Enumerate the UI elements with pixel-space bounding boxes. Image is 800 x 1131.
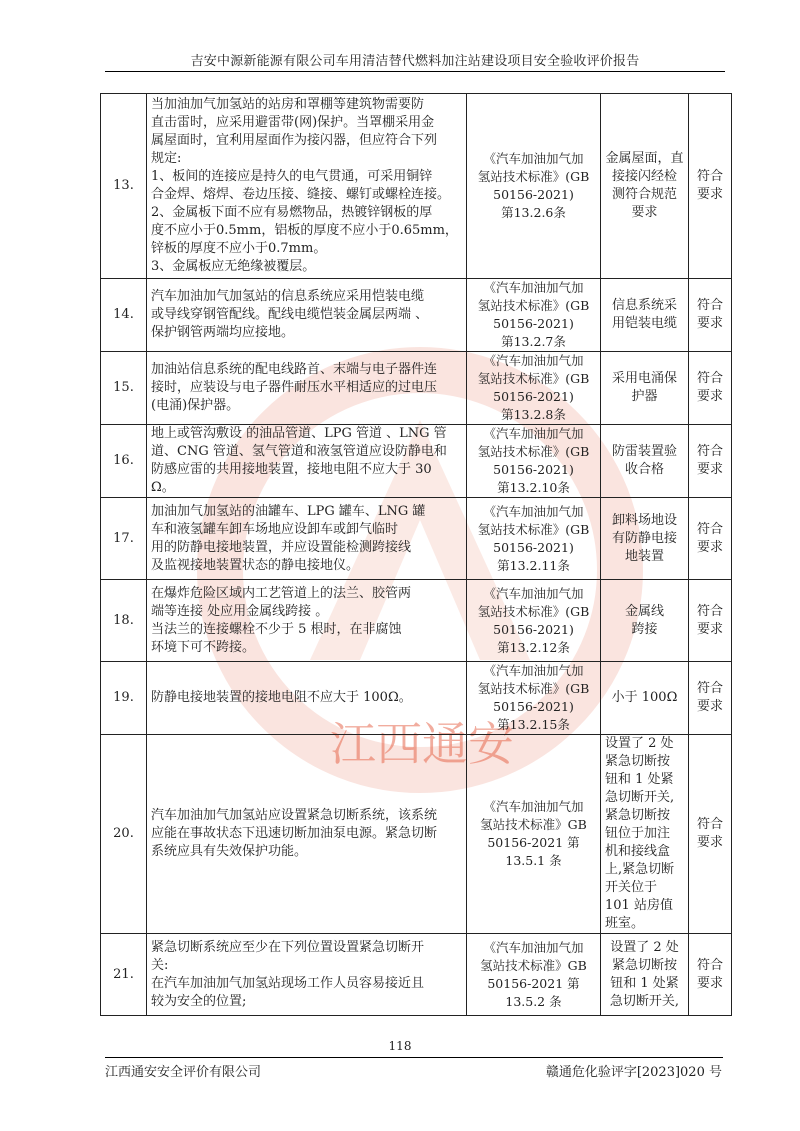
basis-line: 第13.2.6条: [501, 205, 566, 220]
basis-line: 第13.2.10条: [497, 480, 570, 495]
basis-line: 50156-2021): [493, 187, 574, 202]
requirement-cell: [147, 425, 467, 498]
basis-line: 氢站技术标准》GB: [480, 957, 587, 973]
basis-line: 50156-2021): [493, 699, 574, 714]
actual-situation-line: 钮和 1 处紧: [605, 772, 674, 787]
footer-divider: [105, 1057, 723, 1058]
actual-situation-line: 紧急切断按: [605, 754, 671, 769]
actual-situation-line: 采用电涌保: [611, 371, 677, 386]
basis-line: 氢站技术标准》(GB: [477, 681, 590, 696]
basis-cell: [467, 279, 601, 352]
actual-situation-line: 金属屋面，直: [605, 151, 684, 166]
row-number: 18.: [101, 580, 147, 662]
actual-situation-line: 紧急切断按: [605, 808, 671, 823]
requirement-line: 道、CNG 管道、氢气管道和液氢管道应设防静电和: [151, 444, 447, 459]
basis-line: 50156-2021 第: [487, 975, 580, 991]
basis-line: 《汽车加油加气加: [483, 426, 584, 441]
basis-line: 氢站技术标准》GB: [480, 817, 587, 832]
footer-company: 江西通安安全评价有限公司: [105, 1065, 262, 1080]
requirement-line: 环境下可不跨接。: [151, 639, 256, 655]
actual-situation-line: 收合格: [624, 462, 664, 477]
result-line: 要求: [696, 975, 723, 991]
basis-line: 《汽车加油加气加: [483, 151, 584, 166]
requirement-line: 在汽车加油加气加氢站现场工作人员容易接近且: [151, 975, 425, 991]
basis-cell: [467, 498, 601, 580]
basis-line: 《汽车加油加气加: [483, 585, 584, 601]
result-cell: [689, 425, 732, 498]
basis-line: 《汽车加油加气加: [483, 280, 584, 295]
result-cell: [689, 662, 732, 735]
actual-situation-line: 金属线: [624, 603, 664, 619]
actual-situation-line: 防雷装置验: [611, 444, 677, 459]
result-cell: [689, 279, 732, 352]
result-cell: [689, 735, 732, 934]
row-number: 20.: [101, 735, 147, 934]
table-row: [101, 662, 732, 735]
row-number: 14.: [101, 279, 147, 352]
result-line: 要求: [696, 389, 723, 404]
row-number: 16.: [101, 425, 147, 498]
actual-situation-line: 101 站房值: [605, 898, 673, 913]
page-header-title: 吉安中源新能源有限公司车用清洁替代燃料加注站建设项目安全验收评价报告: [190, 54, 640, 69]
requirement-cell: [147, 498, 467, 580]
requirement-line: 3、金属板应无绝缘被覆层。: [151, 259, 316, 274]
requirement-cell: [147, 662, 467, 735]
requirement-line: 关:: [151, 957, 169, 973]
requirement-line: 及监视接地装置状态的静电接地仪。: [151, 557, 360, 573]
requirement-line: 接时，应装设与电子器件耐压水平相适应的过电压: [151, 380, 438, 395]
requirement-line: 属屋面时，宜利用屋面作为接闪器，但应符合下列: [151, 133, 438, 148]
actual-situation-line: 地装置: [624, 548, 664, 564]
table-row: [101, 94, 732, 279]
requirement-line: 当加油加气加氢站的站房和罩棚等建筑物需要防: [151, 97, 425, 112]
actual-situation-cell: [601, 580, 689, 662]
table-row: [101, 498, 732, 580]
actual-situation-line: 机和接线盒: [605, 844, 671, 859]
requirement-line: 直击雷时，应采用避雷带(网)保护。当罩棚采用金: [151, 115, 435, 130]
actual-situation-line: 信息系统采: [611, 298, 677, 313]
basis-line: 第13.2.8条: [501, 407, 566, 422]
actual-situation-cell: [601, 279, 689, 352]
requirement-line: 系统应具有失效保护功能。: [151, 844, 308, 859]
result-line: 要求: [696, 699, 723, 714]
inspection-table: [100, 93, 732, 1016]
actual-situation-line: 班室。: [605, 916, 645, 931]
basis-cell: [467, 425, 601, 498]
requirement-cell: [147, 94, 467, 279]
basis-line: 第13.2.7条: [501, 334, 566, 349]
basis-line: 13.5.1 条: [505, 853, 562, 868]
basis-line: 氢站技术标准》(GB: [477, 521, 590, 537]
requirement-line: (电涌)保护器。: [151, 398, 240, 413]
actual-situation-cell: [601, 934, 689, 1016]
requirement-line: 地上或管沟敷设 的油品管道、LPG 管道 、LNG 管: [151, 426, 447, 441]
actual-situation-cell: [601, 352, 689, 425]
basis-line: 第13.2.15条: [497, 717, 570, 732]
basis-line: 50156-2021): [493, 621, 574, 637]
basis-line: 《汽车加油加气加: [483, 353, 584, 368]
requirement-line: 防感应雷的共用接地装置，接地电阻不应大于 30: [151, 462, 432, 477]
actual-situation-line: 跨接: [631, 621, 658, 637]
actual-situation-line: 设置了 2 处: [610, 939, 679, 955]
basis-line: 50156-2021 第: [487, 835, 580, 850]
row-number: 19.: [101, 662, 147, 735]
requirement-line: 或导线穿钢管配线。配线电缆恺装金属层两端 、: [151, 307, 429, 322]
basis-cell: [467, 934, 601, 1016]
requirement-line: 1、板间的连接应是持久的电气贯通，可采用铜锌: [151, 169, 433, 184]
requirement-line: 应能在事故状态下迅速切断加油泵电源。紧急切断: [151, 826, 438, 841]
header-divider: [105, 71, 725, 72]
row-number: 17.: [101, 498, 147, 580]
table-row: [101, 735, 732, 934]
basis-line: 《汽车加油加气加: [483, 799, 584, 814]
result-line: 符合: [696, 521, 723, 537]
table-row: [101, 580, 732, 662]
actual-situation-line: 要求: [631, 205, 658, 220]
actual-situation-line: 卸料场地设: [611, 512, 677, 528]
requirement-cell: [147, 934, 467, 1016]
requirement-line: 规定:: [151, 151, 182, 166]
requirement-line: 合金焊、熔焊、卷边压接、缝接、螺钉或螺栓连接。: [151, 187, 451, 202]
actual-situation-line: 有防静电接: [611, 530, 677, 546]
actual-situation-line: 护器: [631, 389, 658, 404]
basis-line: 氢站技术标准》(GB: [477, 298, 590, 313]
table-row: [101, 279, 732, 352]
basis-cell: [467, 580, 601, 662]
page-number: 118: [388, 1039, 412, 1053]
requirement-line: 端等连接 处应用金属线跨接 。: [151, 603, 329, 619]
result-line: 符合: [696, 169, 723, 184]
basis-line: 氢站技术标准》(GB: [477, 169, 590, 184]
requirement-line: 加油加气加氢站的油罐车、LPG 罐车、LNG 罐: [151, 503, 426, 519]
basis-line: 50156-2021): [493, 316, 574, 331]
actual-situation-line: 急切断开关,: [609, 993, 680, 1009]
result-line: 要求: [696, 187, 723, 202]
basis-cell: [467, 662, 601, 735]
actual-situation-line: 紧急切断按: [611, 957, 677, 973]
basis-line: 氢站技术标准》(GB: [477, 603, 590, 619]
requirement-line: Ω。: [151, 480, 175, 495]
requirement-line: 紧急切断系统应至少在下列位置设置紧急切断开: [151, 939, 425, 955]
basis-line: 50156-2021): [493, 539, 574, 555]
actual-situation-line: 用铠装电缆: [611, 316, 677, 331]
requirement-line: 锌板的厚度不应小于0.7mm。: [151, 241, 327, 256]
result-cell: [689, 580, 732, 662]
actual-situation-line: 急切断开关,: [605, 790, 675, 805]
requirement-line: 汽车加油加气加氢站应设置紧急切断系统，该系统: [151, 808, 438, 823]
requirement-cell: [147, 279, 467, 352]
result-line: 符合: [696, 298, 723, 313]
table-row: [101, 934, 732, 1016]
requirement-line: 保护钢管两端均应接地。: [151, 325, 295, 340]
actual-situation-line: 测符合规范: [611, 187, 677, 202]
basis-line: 第13.2.11条: [497, 557, 570, 573]
result-line: 要求: [696, 539, 723, 555]
basis-line: 50156-2021): [493, 462, 574, 477]
watermark-text: 江西通安: [330, 717, 514, 771]
result-cell: [689, 352, 732, 425]
result-line: 符合: [696, 681, 723, 696]
result-line: 要求: [696, 835, 723, 850]
result-line: 符合: [696, 444, 723, 459]
actual-situation-cell: [601, 498, 689, 580]
requirement-line: 当法兰的连接螺栓不少于 5 根时，在非腐蚀: [151, 621, 402, 637]
actual-situation-cell: [601, 94, 689, 279]
basis-line: 《汽车加油加气加: [483, 503, 584, 519]
result-line: 符合: [696, 817, 723, 832]
basis-line: 第13.2.12条: [497, 639, 570, 655]
requirement-cell: [147, 580, 467, 662]
result-line: 要求: [696, 462, 723, 477]
basis-line: 50156-2021): [493, 389, 574, 404]
basis-cell: [467, 352, 601, 425]
requirement-line: 汽车加油加气加氢站的信息系统应采用恺装电缆: [151, 289, 425, 304]
actual-situation-cell: [601, 425, 689, 498]
basis-line: 氢站技术标准》(GB: [477, 371, 590, 386]
requirement-line: 用的防静电接地装置，并应设置能检测跨接线: [151, 539, 412, 555]
actual-situation-line: 小于 100Ω: [611, 690, 678, 705]
result-line: 符合: [696, 603, 723, 619]
actual-situation-cell: [601, 735, 689, 934]
actual-situation-line: 钮位于加注: [605, 826, 671, 841]
basis-line: 氢站技术标准》(GB: [477, 444, 590, 459]
requirement-cell: [147, 735, 467, 934]
requirement-line: 在爆炸危险区域内工艺管道上的法兰、胶管两: [151, 585, 412, 601]
result-cell: [689, 94, 732, 279]
actual-situation-line: 钮和 1 处紧: [610, 975, 679, 991]
basis-cell: [467, 735, 601, 934]
basis-line: 《汽车加油加气加: [483, 939, 584, 955]
requirement-line: 较为安全的位置;: [151, 993, 247, 1009]
result-line: 符合: [696, 957, 723, 973]
basis-cell: [467, 94, 601, 279]
actual-situation-line: 上,紧急切断: [605, 862, 675, 877]
footer-report-number: 赣通危化验评字[2023]020 号: [545, 1065, 722, 1080]
basis-line: 《汽车加油加气加: [483, 663, 584, 678]
actual-situation-line: 设置了 2 处: [605, 736, 674, 751]
actual-situation-cell: [601, 662, 689, 735]
actual-situation-line: 接接闪经检: [611, 169, 677, 184]
result-cell: [689, 498, 732, 580]
requirement-line: 防静电接地装置的接地电阻不应大于 100Ω。: [151, 690, 412, 705]
row-number: 15.: [101, 352, 147, 425]
requirement-line: 加油站信息系统的配电线路首、末端与电子器件连: [151, 362, 438, 377]
basis-line: 13.5.2 条: [505, 993, 562, 1009]
requirement-line: 车和液氢罐车卸车场地应设卸车或卸气临时: [151, 521, 399, 537]
actual-situation-line: 开关位于: [605, 880, 658, 895]
row-number: 21.: [101, 934, 147, 1016]
requirement-line: 度不应小于0.5mm，铝板的厚度不应小于0.65mm，: [151, 223, 458, 238]
row-number: 13.: [101, 94, 147, 279]
result-cell: [689, 934, 732, 1016]
result-line: 要求: [696, 621, 723, 637]
table-row: [101, 352, 732, 425]
requirement-line: 2、金属板下面不应有易燃物品，热镀锌钢板的厚: [151, 205, 433, 220]
requirement-cell: [147, 352, 467, 425]
result-line: 要求: [696, 316, 723, 331]
table-row: [101, 425, 732, 498]
result-line: 符合: [696, 371, 723, 386]
